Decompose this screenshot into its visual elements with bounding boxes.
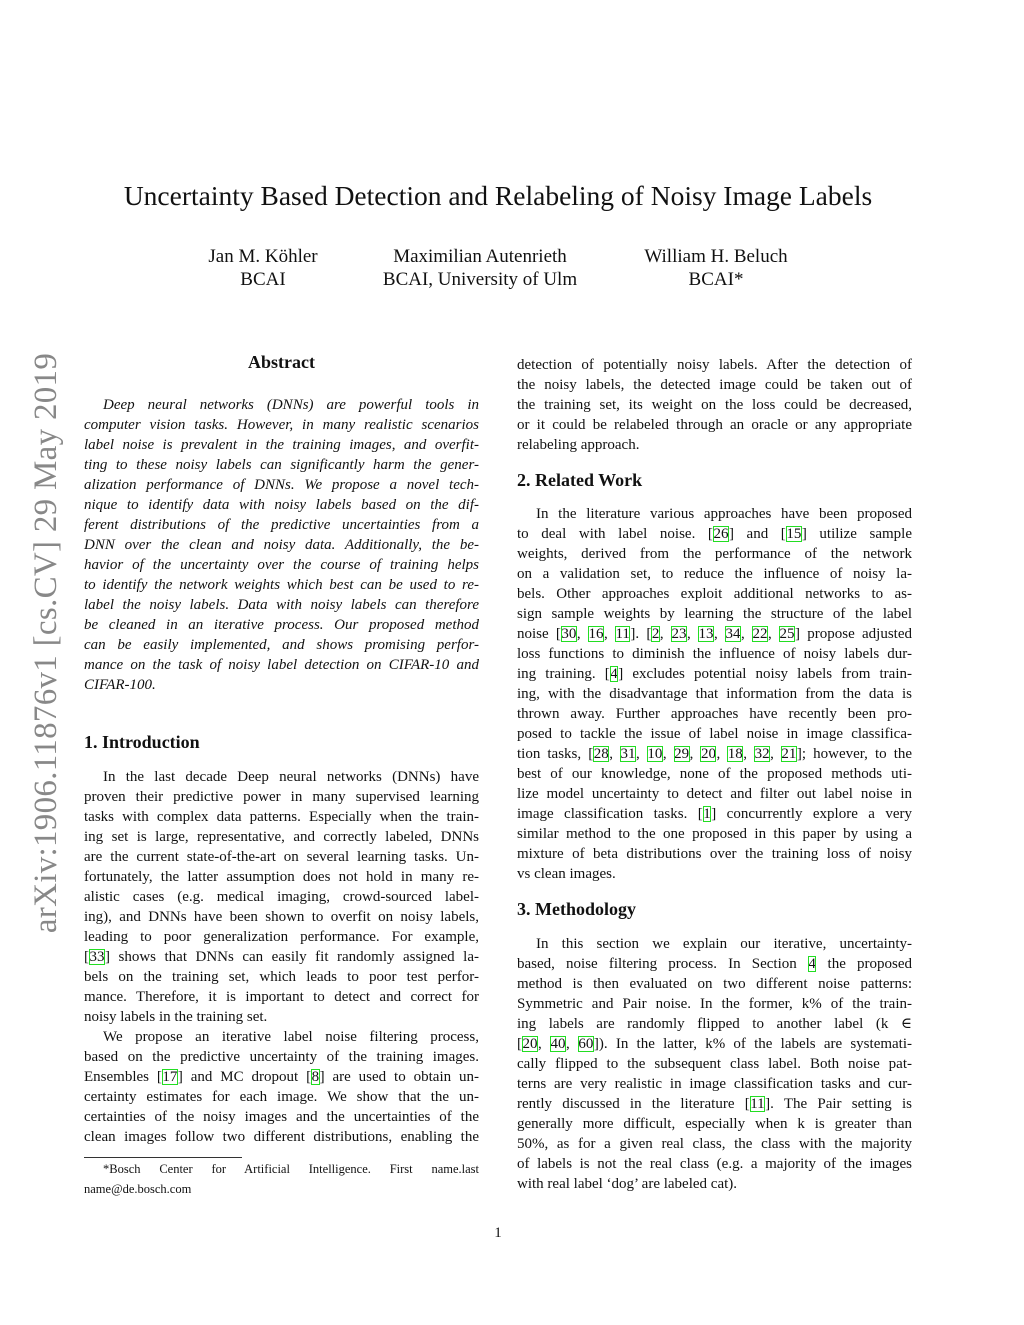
author-affiliation: BCAI, University of Ulm bbox=[382, 269, 578, 290]
paper-title: Uncertainty Based Detection and Relabeling of Noisy Image Labels bbox=[123, 180, 873, 211]
citation-link[interactable]: 10 bbox=[647, 746, 663, 762]
citation-link[interactable]: 1 bbox=[703, 806, 711, 822]
text-line: noise [30, 16, 11]. [2, 23, 13, 34, 22, 25] propose adjusted bbox=[517, 626, 912, 642]
text-line: to identify the network weights which best can be used to re- bbox=[84, 577, 479, 593]
text-line: posed to tackle the issue of label noise in image classifica- bbox=[517, 726, 912, 742]
text-line: vs clean images. bbox=[517, 866, 616, 882]
author-name: Maximilian Autenrieth bbox=[393, 246, 567, 267]
text-line: be cleaned in an iterative process. Our proposed method bbox=[84, 617, 479, 633]
text-line: leading to poor generalization performance. For example, bbox=[84, 929, 479, 945]
text-line: In this section we explain our iterative, uncertainty- bbox=[536, 936, 912, 952]
text-line: proven their predictive power in many supervised learning bbox=[84, 789, 479, 805]
citation-link[interactable]: 32 bbox=[754, 746, 770, 762]
text-line: ting to these noisy labels can significantly harm the gener- bbox=[84, 457, 479, 473]
text-line: relabeling approach. bbox=[517, 437, 640, 453]
text-line: noisy labels in the training set. bbox=[84, 1009, 268, 1025]
page-number: 1 bbox=[494, 1225, 502, 1241]
text-line: Deep neural networks (DNNs) are powerful tools in bbox=[103, 397, 479, 413]
text-line: DNN over the clean and noisy data. Additionally, the be- bbox=[84, 537, 479, 553]
citation-link[interactable]: 60 bbox=[578, 1036, 594, 1052]
text-line: clean images follow two different distributions, enabling the bbox=[84, 1129, 479, 1145]
text-line: 50%, as for a given real class, the class with the majority bbox=[517, 1136, 912, 1152]
citation-link[interactable]: 40 bbox=[550, 1036, 566, 1052]
text-line: mixture of beta distributions over the training loss of noisy bbox=[517, 846, 912, 862]
text-line: We propose an iterative label noise filtering process, bbox=[103, 1029, 479, 1045]
arxiv-identifier: arXiv:1906.11876v1 [cs.CV] 29 May 2019 bbox=[28, 352, 64, 934]
text-line: weights, derived from the performance of the network bbox=[517, 546, 912, 562]
text-line: the training set, its weight on the loss could be decreased, bbox=[517, 397, 912, 413]
text-line: alistic cases (e.g. medical imaging, crowd-sourced label- bbox=[84, 889, 479, 905]
author-affiliation: BCAI bbox=[240, 269, 286, 290]
author-name: Jan M. Köhler bbox=[208, 246, 318, 267]
text-line: image classification tasks. [1] concurrently explore a very bbox=[517, 806, 912, 822]
citation-link[interactable]: 2 bbox=[651, 626, 660, 642]
citation-link[interactable]: 18 bbox=[727, 746, 743, 762]
text-line: Symmetric and Pair noise. In the former, k% of the train- bbox=[517, 996, 912, 1012]
text-line: mance on the task of noisy label detection on CIFAR-10 and bbox=[84, 657, 479, 673]
related-work-body bbox=[517, 504, 912, 884]
citation-link[interactable]: 4 bbox=[610, 666, 618, 682]
text-line: label the noisy labels. Data with noisy labels can therefore bbox=[84, 597, 479, 613]
text-line: ing training. [4] excludes potential noisy labels from train- bbox=[517, 666, 912, 682]
introduction-heading: 1. Introduction bbox=[84, 732, 200, 752]
section-link[interactable]: 4 bbox=[808, 956, 816, 972]
text-line: based, noise filtering process. In Section 4 the proposed bbox=[517, 956, 912, 972]
text-line: bels. Other approaches exploit additional networks to as- bbox=[517, 586, 912, 602]
text-line: are the current state-of-the-art on several learning tasks. Un- bbox=[84, 849, 479, 865]
introduction-body bbox=[84, 767, 479, 1147]
text-line: detection of potentially noisy labels. After the detection of bbox=[517, 357, 912, 373]
text-line: thrown away. Further approaches have recently been pro- bbox=[517, 706, 912, 722]
citation-link[interactable]: 30 bbox=[561, 626, 577, 642]
text-line: to deal with label noise. [26] and [15] utilize sample bbox=[517, 526, 912, 542]
text-line: with real label ‘dog’ are labeled cat). bbox=[517, 1176, 738, 1192]
text-line: loss functions to diminish the influence of noisy labels dur- bbox=[517, 646, 912, 662]
text-line: on a validation set, to reduce the influence of noisy la- bbox=[517, 566, 912, 582]
text-line: certainties of the noisy images and the uncertainties of the bbox=[84, 1109, 479, 1125]
citation-link[interactable]: 20 bbox=[700, 746, 716, 762]
text-line: [33] shows that DNNs can easily fit randomly assigned la- bbox=[84, 949, 479, 965]
citation-link[interactable]: 25 bbox=[779, 626, 795, 642]
citation-link[interactable]: 17 bbox=[162, 1069, 178, 1085]
author-name: William H. Beluch bbox=[644, 246, 788, 267]
citation-link[interactable]: 33 bbox=[89, 949, 105, 965]
author-affiliation: BCAI* bbox=[688, 269, 744, 290]
text-line: or it could be relabeled through an oracle or any appropriate bbox=[517, 417, 912, 433]
text-line: Ensembles [17] and MC dropout [8] are used to obtain un- bbox=[84, 1069, 479, 1085]
introduction-continued bbox=[517, 355, 912, 455]
text-line: sign sample weights by learning the structure of the label bbox=[517, 606, 912, 622]
author-2 bbox=[370, 245, 590, 291]
citation-link[interactable]: 15 bbox=[786, 526, 802, 542]
text-line: [20, 40, 60]). In the latter, k% of the labels are systemati- bbox=[517, 1036, 913, 1052]
text-line: terns are very realistic in image classification tasks and cur- bbox=[517, 1076, 912, 1092]
citation-link[interactable]: 11 bbox=[615, 626, 630, 642]
citation-link[interactable]: 13 bbox=[698, 626, 714, 642]
text-line: ing set is large, representative, and correctly labeled, DNNs bbox=[84, 829, 479, 845]
text-line: certainty estimates for each image. We show that the un- bbox=[84, 1089, 479, 1105]
text-line: generally more difficult, especially when k is greater than bbox=[517, 1116, 912, 1132]
citation-link[interactable]: 20 bbox=[522, 1036, 538, 1052]
text-line: rently discussed in the literature [11]. The Pair setting is bbox=[517, 1096, 912, 1112]
citation-link[interactable]: 31 bbox=[620, 746, 636, 762]
citation-link[interactable]: 8 bbox=[311, 1069, 320, 1085]
text-line: fortunately, the latter assumption does not hold in many re- bbox=[84, 869, 479, 885]
text-line: ferent distributions of the predictive uncertainties from a bbox=[84, 517, 479, 533]
text-line: lize model uncertainty to detect and filter out label noise in bbox=[517, 786, 912, 802]
text-line: tasks with complex data patterns. Especially when the train- bbox=[84, 809, 479, 825]
citation-link[interactable]: 26 bbox=[713, 526, 729, 542]
text-line: In the literature various approaches have been proposed bbox=[536, 506, 912, 522]
citation-link[interactable]: 22 bbox=[752, 626, 768, 642]
citation-link[interactable]: 21 bbox=[781, 746, 797, 762]
text-line: cally flipped to the subsequent class label. Both noise pat- bbox=[517, 1056, 912, 1072]
text-line: computer vision tasks. However, in many realistic scenarios bbox=[84, 417, 479, 433]
text-line: havior of the uncertainty over the course of training helps bbox=[84, 557, 479, 573]
author-3 bbox=[625, 245, 807, 291]
text-line: CIFAR-100. bbox=[84, 677, 156, 693]
citation-link[interactable]: 29 bbox=[674, 746, 690, 762]
text-line: ing labels are randomly flipped to another label (k ∈ bbox=[517, 1016, 912, 1032]
text-line: alization performance of DNNs. We propose a novel tech- bbox=[84, 477, 479, 493]
text-line: bels on the training set, which leads to poor test perfor- bbox=[84, 969, 479, 985]
citation-link[interactable]: 28 bbox=[593, 746, 609, 762]
related-work-heading: 2. Related Work bbox=[517, 470, 643, 490]
text-line: the noisy labels, the detected image could be taken out of bbox=[517, 377, 912, 393]
text-line: mance. Therefore, it is important to detect and correct for bbox=[84, 989, 479, 1005]
methodology-body bbox=[517, 934, 912, 1194]
text-line: nique to identify data with noisy labels based on the dif- bbox=[84, 497, 479, 513]
footnote-line: name@de.bosch.com bbox=[84, 1182, 192, 1196]
citation-link[interactable]: 16 bbox=[588, 626, 604, 642]
text-line: method is then evaluated on two different noise patterns: bbox=[517, 976, 912, 992]
text-line: of labels is not the real class (e.g. a majority of the images bbox=[517, 1156, 912, 1172]
text-line: based on the predictive uncertainty of the training images. bbox=[84, 1049, 479, 1065]
text-line: ing, with the disadvantage that information from the data is bbox=[517, 686, 912, 702]
abstract-heading: Abstract bbox=[248, 352, 315, 372]
methodology-heading: 3. Methodology bbox=[517, 899, 636, 919]
text-line: similar method to the one proposed in this paper by using a bbox=[517, 826, 912, 842]
text-line: ing), and DNNs have been shown to overfit on noisy labels, bbox=[84, 909, 479, 925]
text-line: label noise is prevalent in the training images, and overfit- bbox=[84, 437, 479, 453]
footnote-rule bbox=[84, 1157, 242, 1158]
citation-link[interactable]: 34 bbox=[725, 626, 741, 642]
citation-link[interactable]: 11 bbox=[750, 1096, 765, 1112]
author-1 bbox=[183, 245, 343, 291]
footnote bbox=[84, 1161, 479, 1197]
abstract-body bbox=[84, 395, 479, 695]
text-line: tion tasks, [28, 31, 10, 29, 20, 18, 32, 21]; however, to the bbox=[517, 746, 913, 762]
footnote-line: *Bosch Center for Artificial Intelligence. First name.last bbox=[103, 1162, 479, 1176]
text-line: best of our knowledge, none of the proposed methods uti- bbox=[517, 766, 912, 782]
text-line: In the last decade Deep neural networks (DNNs) have bbox=[103, 769, 479, 785]
citation-link[interactable]: 23 bbox=[671, 626, 687, 642]
text-line: can be easily implemented, and shows promising perfor- bbox=[84, 637, 479, 653]
